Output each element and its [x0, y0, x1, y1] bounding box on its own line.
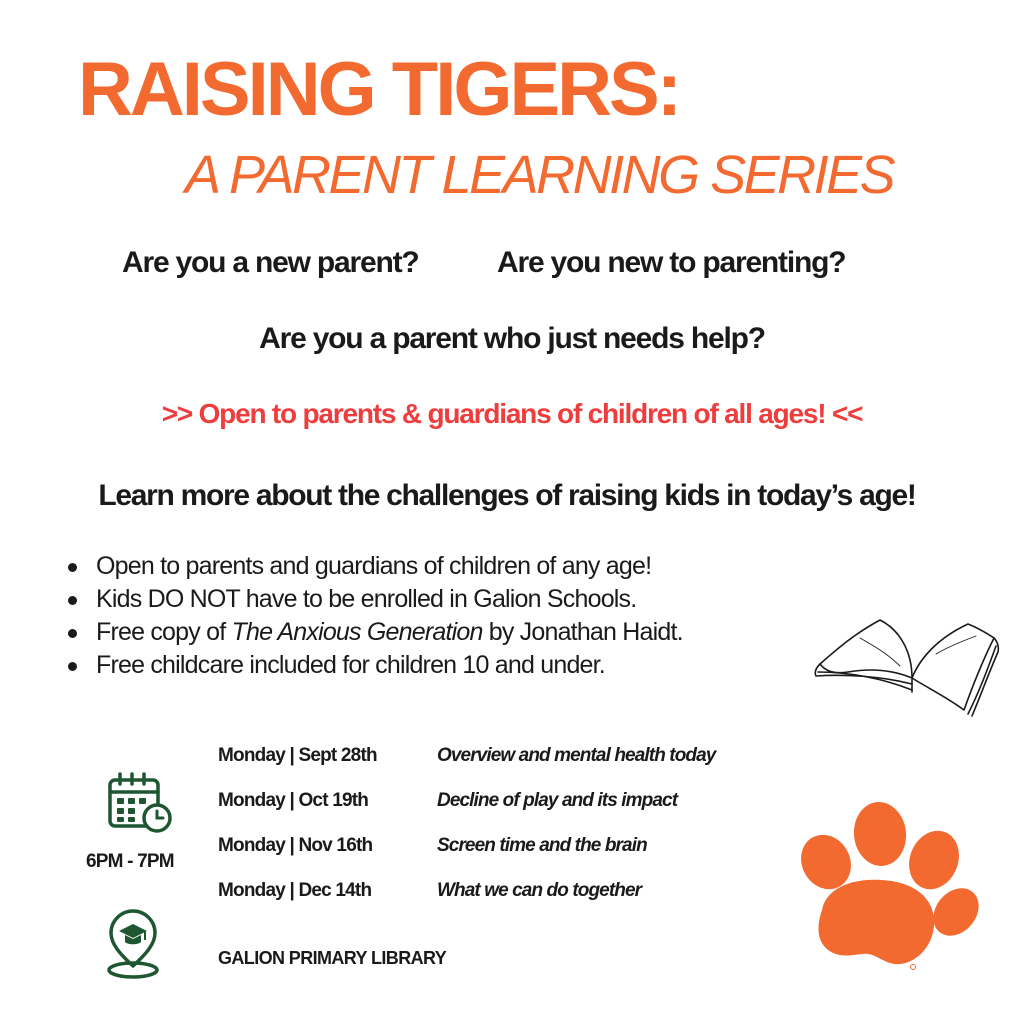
series-subtitle: A PARENT LEARNING SERIES	[185, 145, 894, 205]
location-pin-icon	[102, 908, 164, 980]
bullet-icon	[68, 596, 77, 605]
calendar-clock-icon	[106, 770, 172, 836]
list-item: Free copy of The Anxious Generation by Jonathan Haidt.	[66, 616, 683, 649]
learn-more-headline: Learn more about the challenges of raising kids in today’s age!	[98, 479, 916, 512]
schedule-topic: What we can do together	[437, 880, 642, 901]
bullet-icon	[68, 629, 77, 638]
open-book-icon	[808, 612, 1000, 724]
schedule-topic: Screen time and the brain	[437, 835, 647, 856]
bullet-icon	[68, 563, 77, 572]
schedule-date: Monday | Oct 19th	[218, 790, 369, 811]
schedule-topic: Decline of play and its impact	[437, 790, 678, 811]
schedule-date: Monday | Sept 28th	[218, 745, 377, 766]
schedule-date: Monday | Dec 14th	[218, 880, 372, 901]
list-item: Open to parents and guardians of children of any age!	[66, 550, 683, 583]
event-location: GALION PRIMARY LIBRARY	[218, 948, 447, 968]
tiger-paw-logo	[796, 800, 980, 976]
list-item: Free childcare included for children 10 and under.	[66, 649, 683, 682]
event-time: 6PM - 7PM	[86, 851, 174, 872]
list-item: Kids DO NOT have to be enrolled in Galion Schools.	[66, 583, 683, 616]
schedule-date: Monday | Nov 16th	[218, 835, 373, 856]
schedule-topic: Overview and mental health today	[437, 745, 716, 766]
bullet-icon	[68, 662, 77, 671]
question-new-to-parenting: Are you new to parenting?	[497, 246, 846, 279]
open-to-all-banner: >> Open to parents & guardians of children of all ages! <<	[161, 398, 863, 429]
book-title: The Anxious Generation	[231, 618, 483, 646]
benefits-list	[66, 550, 683, 682]
series-title: RAISING TIGERS:	[78, 47, 680, 132]
question-needs-help: Are you a parent who just needs help?	[259, 322, 765, 355]
question-new-parent: Are you a new parent?	[122, 246, 419, 279]
